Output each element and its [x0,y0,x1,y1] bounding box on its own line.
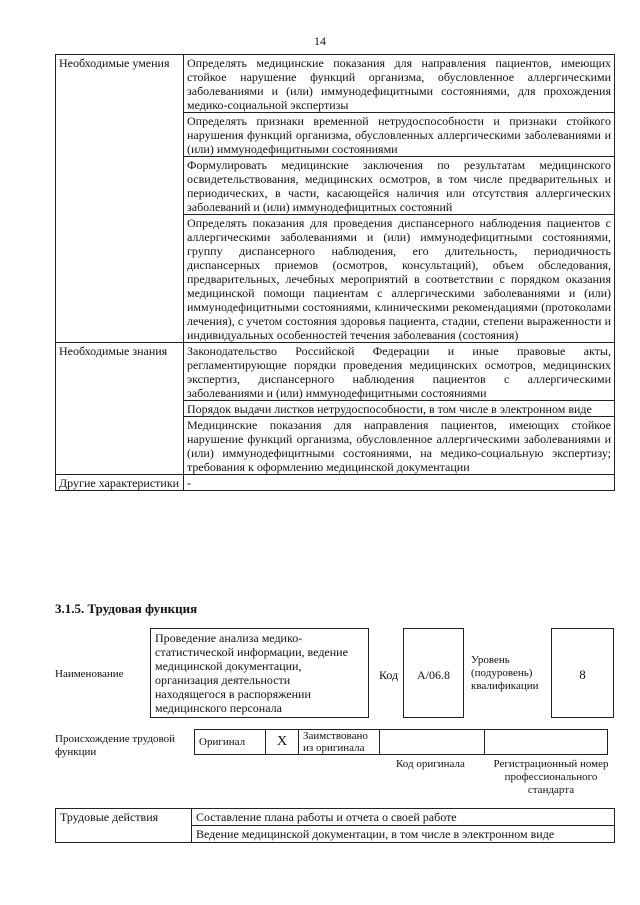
table-row [56,55,615,113]
table-row [56,343,615,401]
knowledge-item: Законодательство Российской Федерации и иные правовые акты, регламентирующие порядки проведения медицинских осмотров, медицинских экспертиз, диспансерного наблюдения пациентов с аллергическими заболеваниями и (или) иммунодефицитными состояниями [184,343,615,401]
skill-item: Формулировать медицинские заключения по результатам медицинского освидетельствования, медицинских осмотров, в том числе предварительных и периодических, в части, касающейся наличия или отсутствия аллергических заболеваний и (или) иммунодефицитных состояний [184,157,615,215]
origin-code-caption: Код оригинала [396,758,465,770]
original-mark: X [266,730,299,755]
labor-actions-table [55,808,615,843]
name-label: Наименование [55,668,124,680]
knowledge-item: Медицинские показания для направления пациентов, имеющих стойкое нарушение функций организма, обусловленное аллергическими заболеваниями и (или) иммунодефицитными состояниями, на медико-социальную экспертизу; требования к оформлению медицинской документации [184,417,615,475]
reg-number-cell [485,730,608,755]
borrowed-label: Заимствовано из оригинала [299,730,380,755]
level-value-box: 8 [551,628,614,718]
origin-code-cell [380,730,485,755]
skill-item: Определять медицинские показания для направления пациентов, имеющих стойкое нарушение функций организма, обусловленное аллергическими заболеваниями и (или) иммунодефицитными состояниями, для прохождения медико-социальной экспертизы [184,55,615,113]
knowledge-item: Порядок выдачи листков нетрудоспособности, в том числе в электронном виде [184,401,615,417]
table-row [56,475,615,491]
other-characteristics-label: Другие характеристики [56,475,184,491]
code-label: Код [379,668,399,682]
level-label: Уровень (подуровень) квалификации [471,654,539,692]
skills-label: Необходимые умения [56,55,184,343]
skill-item: Определять признаки временной нетрудоспособности и признаки стойкого нарушения функций организма, обусловленных аллергическими заболеваниями и (или) иммунодефицитными состояниями [184,113,615,157]
other-characteristics-value: - [184,475,615,491]
labor-action-item: Составление плана работы и отчета о своей работе [192,809,615,826]
knowledge-label: Необходимые знания [56,343,184,475]
labor-actions-label: Трудовые действия [56,809,192,843]
origin-table [194,729,608,755]
original-label: Оригинал [195,730,266,755]
table-row [56,809,615,826]
section-title: 3.1.5. Трудовая функция [55,601,198,616]
function-name-box: Проведение анализа медико-статистической информации, ведение медицинской документации, организация деятельности находящегося в распоряжении медицинского персонала [150,628,369,718]
code-value-box: A/06.8 [403,628,464,718]
competency-table [55,54,615,491]
page-number: 14 [314,34,326,48]
reg-number-caption: Регистрационный номер профессионального стандарта [493,758,609,796]
table-row [195,730,608,755]
labor-action-item: Ведение медицинской документации, в том числе в электронном виде [192,826,615,843]
skill-item: Определять показания для проведения диспансерного наблюдения пациентов с аллергическими заболеваниями и (или) иммунодефицитными состояниями, группу диспансерного наблюдения, его длительность, периодичность диспансерных приемов (осмотров, консультаций), объем обследования, предварительных, лечебных мероприятий в соответствии с порядком оказания медицинской помощи пациентам с аллергическими заболеваниями и (или) иммунодефицитными состояниями, клиническими рекомендациями (протоколами лечения), с учетом состояния здоровья пациента, стадии, степени выраженности и индивидуальных особенностей течения заболевания (состояния) [184,215,615,343]
origin-label: Происхождение трудовой функции [55,733,176,758]
